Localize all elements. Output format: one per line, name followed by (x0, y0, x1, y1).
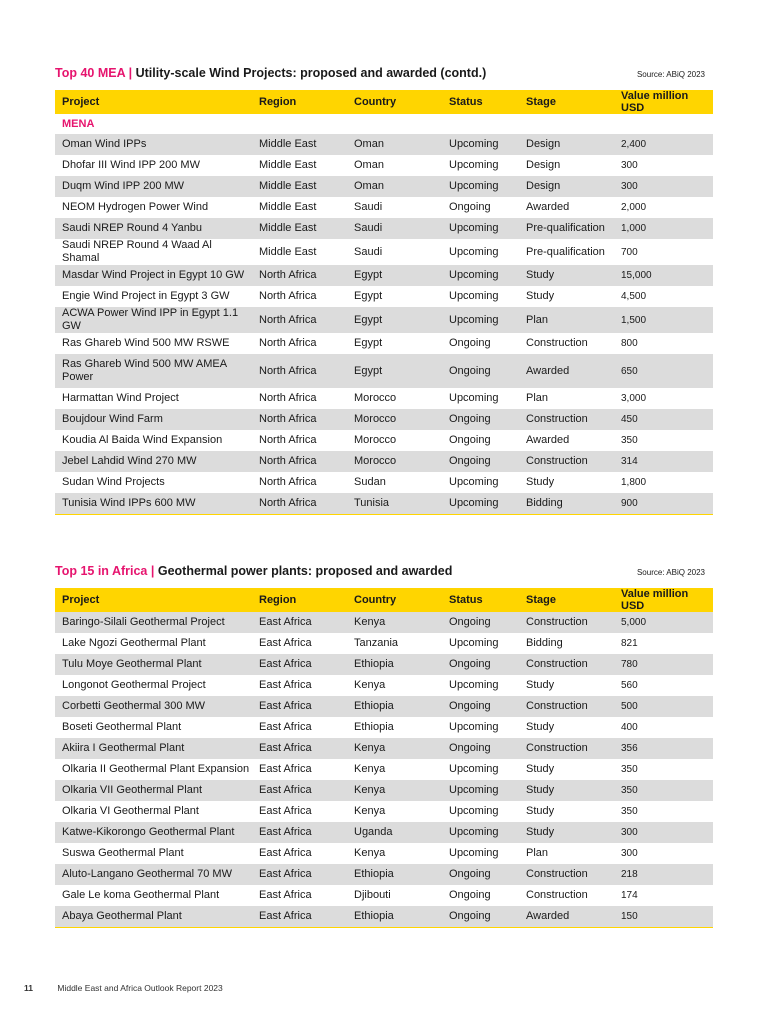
geothermal-plants-section (55, 562, 713, 928)
table-cell: Oman (354, 159, 384, 171)
table-cell: Construction (519, 409, 614, 430)
table-cell: NEOM Hydrogen Power Wind (62, 201, 209, 213)
table-row (55, 354, 713, 388)
table-cell: 1,800 (621, 477, 647, 488)
table-cell: 15,000 (614, 265, 713, 286)
table-cell: Kenya (347, 612, 442, 633)
geothermal-source-note: Source: ABiQ 2023 (636, 568, 705, 577)
table-cell: Construction (519, 738, 614, 759)
table-cell: Morocco (347, 451, 442, 472)
table-cell: 300 (621, 160, 638, 171)
table-cell: 300 (621, 848, 638, 859)
table-cell: Upcoming (449, 245, 499, 258)
table-cell: Akiira I Geothermal Plant (55, 738, 252, 759)
geothermal-plants-table (55, 588, 713, 928)
table-cell: 356 (614, 738, 713, 759)
table-cell: 450 (614, 409, 713, 430)
table-cell: Middle East (252, 134, 347, 155)
table-cell: North Africa (252, 307, 347, 333)
table-cell: 300 (614, 822, 713, 843)
table-cell: 560 (621, 680, 638, 691)
table-cell: 218 (614, 864, 713, 885)
table-cell: Sudan (354, 476, 386, 488)
table-cell: East Africa (252, 612, 347, 633)
table-cell: East Africa (259, 847, 312, 859)
table-cell: 3,000 (621, 393, 647, 404)
table-cell: Saudi NREP Round 4 Waad Al Shamal (62, 239, 212, 264)
table-cell: Ongoing (442, 654, 519, 675)
table-cell: Oman (347, 176, 442, 197)
table-cell: Awarded (526, 434, 570, 446)
table-cell: Design (519, 134, 614, 155)
table-cell: Aluto-Langano Geothermal 70 MW (55, 864, 252, 885)
table-cell: Study (519, 780, 614, 801)
wind-source-note: Source: ABiQ 2023 (636, 70, 705, 79)
table-cell: Harmattan Wind Project (62, 392, 179, 404)
table-cell: 2,000 (621, 202, 647, 213)
table-row (55, 822, 713, 843)
wind-projects-table (55, 90, 713, 515)
table-cell: Duqm Wind IPP 200 MW (55, 176, 252, 197)
table-cell: Ras Ghareb Wind 500 MW RSWE (62, 337, 230, 349)
table-cell: Ongoing (449, 889, 491, 901)
table-cell: Ongoing (449, 201, 491, 213)
table-row (55, 493, 713, 515)
table-cell: 821 (621, 638, 638, 649)
table-cell: Kenya (354, 805, 386, 817)
table-cell: Ongoing (442, 864, 519, 885)
group-label: MENA (62, 117, 95, 130)
table-cell: Study (526, 805, 555, 817)
column-header: Country (347, 588, 442, 612)
table-cell: Kenya (354, 847, 386, 859)
table-cell: Upcoming (449, 847, 499, 859)
table-row (55, 388, 713, 409)
page-footer (24, 983, 223, 993)
table-row (55, 906, 713, 928)
table-cell: 700 (621, 246, 638, 258)
table-cell: Ethiopia (347, 906, 442, 928)
table-cell: Upcoming (449, 763, 499, 775)
geothermal-table-heading (55, 562, 713, 588)
table-cell: Kenya (354, 679, 386, 691)
table-cell: Gale Le koma Geothermal Plant (62, 889, 220, 901)
table-cell: 800 (621, 338, 638, 349)
table-cell: Ethiopia (347, 696, 442, 717)
table-cell: East Africa (259, 889, 312, 901)
table-cell: Study (526, 679, 555, 691)
table-cell: Engie Wind Project in Egypt 3 GW (62, 290, 230, 302)
table-row (55, 801, 713, 822)
table-cell: Upcoming (449, 721, 499, 733)
table-cell: 350 (614, 780, 713, 801)
table-cell: Upcoming (449, 805, 499, 817)
table-row (55, 612, 713, 633)
table-row (55, 218, 713, 239)
table-cell: Kenya (347, 738, 442, 759)
table-cell: 174 (621, 890, 638, 901)
table-cell: Middle East (259, 159, 317, 171)
table-cell: East Africa (252, 864, 347, 885)
table-cell: Katwe-Kikorongo Geothermal Plant (55, 822, 252, 843)
table-cell: Bidding (519, 493, 614, 515)
column-header: Region (252, 588, 347, 612)
table-cell: Kenya (354, 763, 386, 775)
table-cell: North Africa (259, 476, 317, 488)
table-cell: ACWA Power Wind IPP in Egypt 1.1 GW (55, 307, 252, 333)
table-cell: Saudi (354, 201, 383, 213)
table-cell: East Africa (252, 822, 347, 843)
table-cell: North Africa (252, 451, 347, 472)
table-cell: Morocco (354, 434, 397, 446)
table-cell: Lake Ngozi Geothermal Plant (62, 637, 206, 649)
table-cell: Study (526, 476, 555, 488)
table-cell: 900 (614, 493, 713, 515)
table-cell: 150 (614, 906, 713, 928)
table-row (55, 430, 713, 451)
table-cell: Plan (526, 392, 549, 404)
table-cell: East Africa (252, 738, 347, 759)
table-cell: 1,000 (614, 218, 713, 239)
table-cell: Construction (519, 654, 614, 675)
table-cell: Tanzania (354, 637, 399, 649)
geothermal-title-main: Geothermal power plants: proposed and awarded (157, 564, 453, 578)
table-cell: Awarded (519, 354, 614, 388)
table-cell: East Africa (259, 805, 312, 817)
column-header: Status (442, 588, 519, 612)
table-cell: Tulu Moye Geothermal Plant (55, 654, 252, 675)
table-cell: Ras Ghareb Wind 500 MW AMEA Power (55, 354, 252, 388)
table-cell: Upcoming (442, 822, 519, 843)
table-cell: Masdar Wind Project in Egypt 10 GW (55, 265, 252, 286)
table-cell: Saudi (347, 218, 442, 239)
column-header: Country (347, 90, 442, 114)
table-row (55, 307, 713, 333)
geothermal-table-title (55, 564, 452, 578)
table-cell: Tunisia (347, 493, 442, 515)
table-cell: 2,400 (614, 134, 713, 155)
table-cell: East Africa (259, 721, 312, 733)
table-cell: 350 (621, 435, 638, 446)
table-cell: 500 (614, 696, 713, 717)
table-cell: Egypt (347, 265, 442, 286)
table-row (55, 155, 713, 176)
table-row (55, 696, 713, 717)
table-cell: Ongoing (449, 434, 491, 446)
table-cell: East Africa (259, 637, 312, 649)
page-number: 11 (24, 983, 33, 993)
table-cell: Upcoming (449, 637, 499, 649)
table-cell: Upcoming (442, 493, 519, 515)
table-row (55, 885, 713, 906)
geothermal-title-prefix: Top 15 in Africa | (55, 564, 155, 578)
table-cell: Djibouti (354, 889, 391, 901)
table-cell: 4,500 (621, 291, 647, 302)
table-cell: Sudan Wind Projects (62, 476, 165, 488)
table-row (55, 717, 713, 738)
table-cell: Uganda (347, 822, 442, 843)
table-cell: Study (519, 822, 614, 843)
wind-title-main: Utility-scale Wind Projects: proposed and awarded (contd.) (135, 66, 487, 80)
table-row (55, 675, 713, 696)
table-cell: 400 (621, 722, 638, 733)
table-cell: Study (526, 763, 555, 775)
table-cell: Ethiopia (354, 721, 394, 733)
table-cell: Ongoing (442, 696, 519, 717)
table-row (55, 654, 713, 675)
table-cell: 350 (621, 764, 638, 775)
table-cell: Pre-qualification (519, 218, 614, 239)
table-cell: Ongoing (442, 906, 519, 928)
table-row (55, 633, 713, 654)
table-cell: Ethiopia (347, 654, 442, 675)
column-header: Value million USD (614, 90, 713, 114)
table-cell: Egypt (347, 354, 442, 388)
table-cell: Ongoing (442, 612, 519, 633)
table-cell: Upcoming (442, 134, 519, 155)
table-cell: Olkaria VII Geothermal Plant (55, 780, 252, 801)
table-row (55, 451, 713, 472)
table-cell: Koudia Al Baida Wind Expansion (62, 434, 223, 446)
table-row (55, 759, 713, 780)
table-row (55, 780, 713, 801)
column-header: Region (252, 90, 347, 114)
table-cell: Upcoming (442, 780, 519, 801)
wind-table-title (55, 66, 486, 80)
table-cell: Upcoming (449, 290, 499, 302)
table-cell: Ongoing (442, 409, 519, 430)
table-cell: 5,000 (614, 612, 713, 633)
table-cell: Dhofar III Wind IPP 200 MW (62, 159, 200, 171)
report-name: Middle East and Africa Outlook Report 2023 (57, 983, 223, 993)
table-cell: Morocco (354, 392, 397, 404)
table-cell: 780 (614, 654, 713, 675)
table-cell: Middle East (252, 176, 347, 197)
column-header: Status (442, 90, 519, 114)
table-cell: Jebel Lahdid Wind 270 MW (55, 451, 252, 472)
table-cell: East Africa (252, 696, 347, 717)
table-cell: Tunisia Wind IPPs 600 MW (55, 493, 252, 515)
table-cell: 314 (614, 451, 713, 472)
table-cell: Ongoing (442, 738, 519, 759)
table-cell: East Africa (252, 654, 347, 675)
table-cell: East Africa (252, 780, 347, 801)
column-header: Value million USD (614, 588, 713, 612)
table-cell: Study (526, 721, 555, 733)
table-cell: Upcoming (442, 307, 519, 333)
table-cell: Upcoming (449, 476, 499, 488)
table-row (55, 265, 713, 286)
wind-title-prefix: Top 40 MEA | (55, 66, 133, 80)
table-cell: Upcoming (449, 159, 499, 171)
wind-projects-section (55, 64, 713, 515)
table-cell: Saudi NREP Round 4 Yanbu (55, 218, 252, 239)
table-cell: North Africa (259, 337, 317, 349)
table-cell: Construction (519, 451, 614, 472)
group-row (55, 114, 713, 134)
column-header: Project (55, 588, 252, 612)
table-cell: Middle East (259, 201, 317, 213)
table-cell: East Africa (259, 763, 312, 775)
table-cell: Awarded (519, 906, 614, 928)
table-row (55, 134, 713, 155)
table-cell: Upcoming (449, 392, 499, 404)
table-cell: Egypt (354, 337, 383, 349)
table-cell: Bidding (526, 637, 563, 649)
table-cell: North Africa (259, 434, 317, 446)
table-cell: Olkaria II Geothermal Plant Expansion (62, 763, 250, 775)
column-header: Stage (519, 90, 614, 114)
table-cell: Suswa Geothermal Plant (62, 847, 184, 859)
table-header-row (55, 90, 713, 114)
table-cell: Ongoing (442, 354, 519, 388)
table-row (55, 864, 713, 885)
table-cell: Construction (519, 612, 614, 633)
table-cell: Boseti Geothermal Plant (62, 721, 182, 733)
table-cell: Abaya Geothermal Plant (55, 906, 252, 928)
table-cell: Longonot Geothermal Project (62, 679, 206, 691)
table-cell: Design (526, 159, 561, 171)
table-cell: North Africa (259, 290, 317, 302)
table-cell: Morocco (347, 409, 442, 430)
table-cell: North Africa (252, 409, 347, 430)
table-row (55, 738, 713, 759)
table-cell: Construction (526, 337, 588, 349)
table-cell: Oman (347, 134, 442, 155)
table-cell: Plan (519, 307, 614, 333)
table-cell: Ethiopia (347, 864, 442, 885)
table-cell: Construction (519, 864, 614, 885)
table-row (55, 286, 713, 307)
table-row (55, 197, 713, 218)
table-cell: Kenya (347, 780, 442, 801)
table-cell: Olkaria VI Geothermal Plant (62, 805, 199, 817)
table-cell: North Africa (259, 392, 317, 404)
table-cell: Pre-qualification (526, 245, 605, 258)
table-cell: Plan (526, 847, 549, 859)
table-cell: Boujdour Wind Farm (55, 409, 252, 430)
table-row (55, 409, 713, 430)
column-header: Stage (519, 588, 614, 612)
column-header: Project (55, 90, 252, 114)
table-cell: Study (526, 290, 555, 302)
table-cell: Study (519, 265, 614, 286)
table-cell: Construction (526, 889, 588, 901)
table-cell: 650 (614, 354, 713, 388)
table-cell: Oman Wind IPPs (55, 134, 252, 155)
table-cell: 1,500 (614, 307, 713, 333)
table-row (55, 176, 713, 197)
table-cell: Construction (519, 696, 614, 717)
table-cell: Design (519, 176, 614, 197)
table-row (55, 472, 713, 493)
table-row (55, 239, 713, 265)
table-cell: North Africa (252, 265, 347, 286)
table-cell: Egypt (354, 290, 383, 302)
table-cell: East Africa (252, 906, 347, 928)
table-cell: North Africa (252, 354, 347, 388)
table-cell: Saudi (354, 245, 383, 258)
table-cell: East Africa (259, 679, 312, 691)
table-cell: Upcoming (442, 218, 519, 239)
table-cell: Upcoming (442, 265, 519, 286)
table-cell: Upcoming (449, 679, 499, 691)
table-cell: Middle East (259, 245, 317, 258)
wind-table-heading (55, 64, 713, 90)
table-cell: Corbetti Geothermal 300 MW (55, 696, 252, 717)
table-cell: Ongoing (442, 451, 519, 472)
table-row (55, 333, 713, 354)
table-header-row (55, 588, 713, 612)
table-cell: 350 (621, 806, 638, 817)
table-cell: North Africa (252, 493, 347, 515)
table-cell: Awarded (526, 201, 570, 213)
table-cell: Middle East (252, 218, 347, 239)
table-cell: Upcoming (442, 176, 519, 197)
table-cell: 300 (614, 176, 713, 197)
table-cell: Ongoing (449, 337, 491, 349)
table-cell: Egypt (347, 307, 442, 333)
table-row (55, 843, 713, 864)
table-cell: Baringo-Silali Geothermal Project (55, 612, 252, 633)
